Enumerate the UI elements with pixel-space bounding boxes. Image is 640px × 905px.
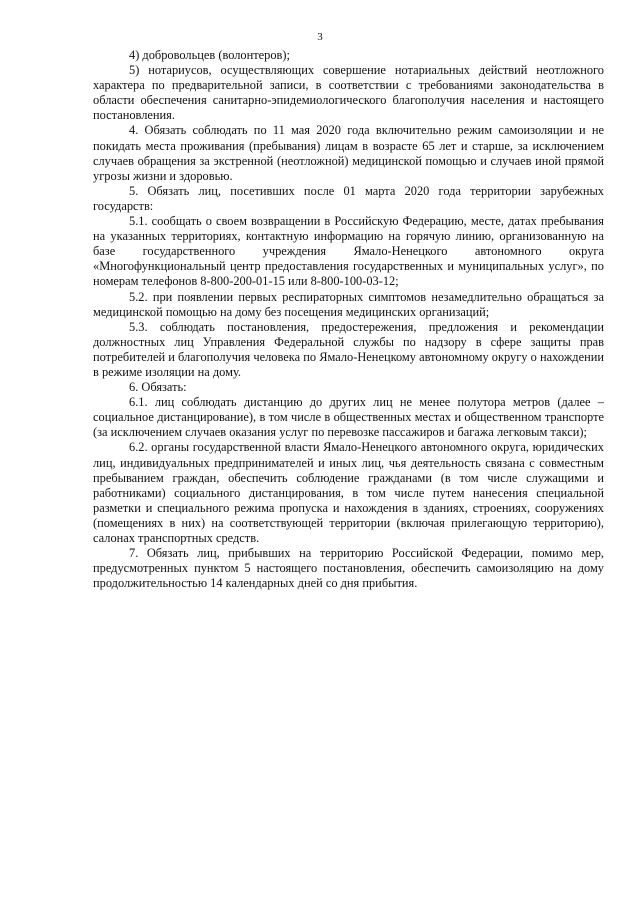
paragraph-item-5-notaries: 5) нотариусов, осуществляющих совершение нотариальных действий неотложного характера по предварительной записи, в соответствии с требованиями законодательства в области обеспечения санитарно-эпидемиологического благополучия населения и настоящего постановления. xyxy=(93,63,604,123)
paragraph-clause-6-intro: 6. Обязать: xyxy=(129,380,187,395)
paragraph-clause-6-2: 6.2. органы государственной власти Ямало-Ненецкого автономного округа, юридических лиц, индивидуальных предпринимателей и иных лиц, чья деятельность связана с совместным пребыванием граждан, обеспечить соблюдение гражданами (в том числе служащими и работниками) социального дистанцирования, в том числе путем нанесения специальной разметки и специального режима пропуска и нахождения в зданиях, строениях, сооружениях (помещениях в них) на соответствующей территории (включая прилегающую территорию), салонах транспортных средств. xyxy=(93,440,604,545)
paragraph-clause-5-3: 5.3. соблюдать постановления, предостережения, предложения и рекомендации должностных лиц Управления Федеральной службы по надзору в сфере защиты прав потребителей и благополучия человека по Ямало-Ненецкому автономному округу о нахождении в режиме изоляции на дому. xyxy=(93,319,604,379)
paragraph-item-4-volunteers: 4) добровольцев (волонтеров); xyxy=(129,48,290,62)
page-number: 3 xyxy=(317,31,323,43)
paragraph-clause-7: 7. Обязать лиц, прибывших на территорию Российской Федерации, помимо мер, предусмотренных пунктом 5 настоящего постановления, обеспечить самоизоляцию на дому продолжительностью 14 календарных дней со дня прибытия. xyxy=(93,546,604,591)
paragraph-clause-5-2: 5.2. при появлении первых респираторных симптомов незамедлительно обращаться за медицинской помощью на дому без посещения медицинских организаций; xyxy=(93,289,604,319)
paragraph-clause-6-1: 6.1. лиц соблюдать дистанцию до других лиц не менее полутора метров (далее – социальное дистанцирование), в том числе в общественных местах и общественном транспорте (за исключением случаев оказания услуг по перевозке пассажиров и багажа легковым такси); xyxy=(93,395,604,440)
paragraph-clause-4-self-isolation: 4. Обязать соблюдать по 11 мая 2020 года включительно режим самоизоляции и не покидать места проживания (пребывания) лицам в возрасте 65 лет и старше, за исключением случаев обращения за экстренной (неотложной) медицинской помощью и случаев иной прямой угрозы жизни и здоровью. xyxy=(93,123,604,183)
paragraph-clause-5-1: 5.1. сообщать о своем возвращении в Российскую Федерацию, месте, датах пребывания на указанных территориях, контактную информацию на горячую линию, организованную на базе государственного учреждения Ямало-Ненецкого автономного округа «Многофункциональный центр предоставления государственных и муниципальных услуг», по номерам телефонов 8-800-200-01-15 или 8-800-100-03-12; xyxy=(93,214,604,289)
paragraph-clause-5-intro: 5. Обязать лиц, посетивших после 01 марта 2020 года территории зарубежных государств: xyxy=(93,183,604,213)
